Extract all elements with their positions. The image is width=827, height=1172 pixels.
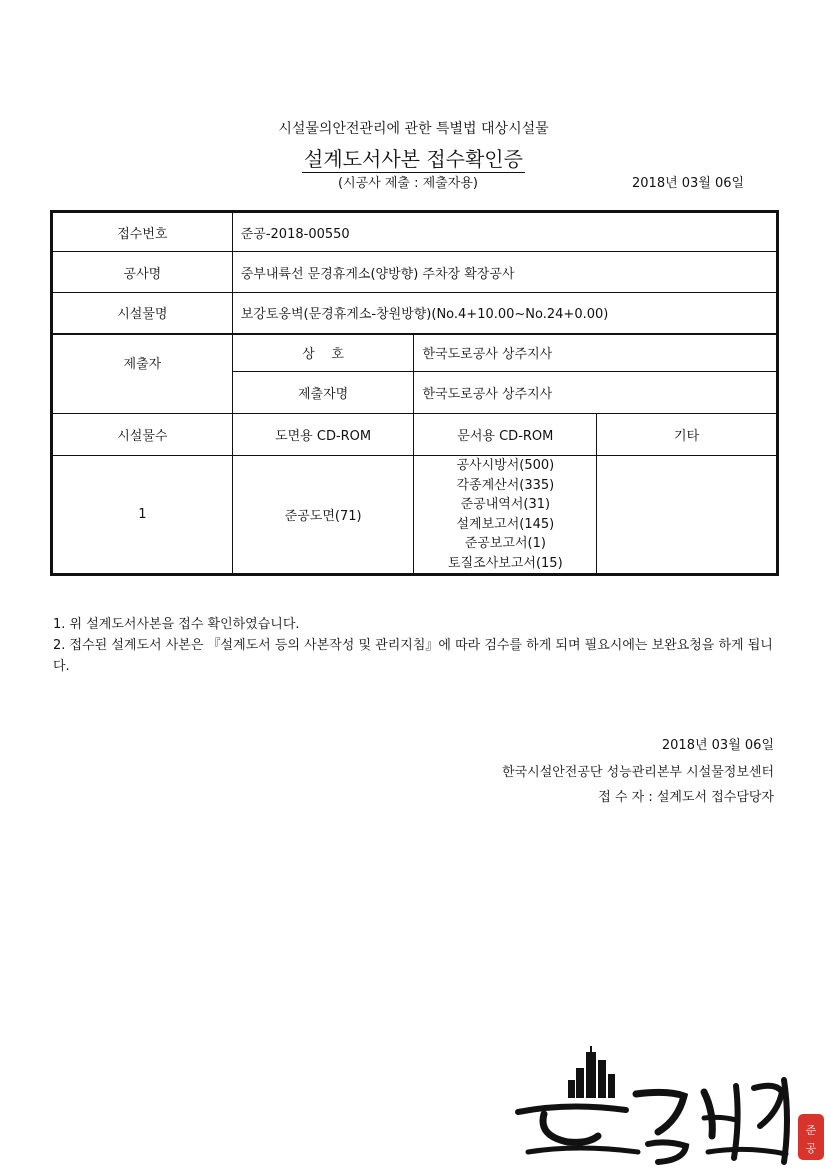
footer-date: 2018년 03월 06일 <box>661 738 774 753</box>
table-row <box>52 334 778 372</box>
logo-seal-icon <box>798 1114 824 1160</box>
project-value: 중부내륙선 문경휴게소(양방향) 주차장 확장공사 <box>232 252 777 293</box>
list-item: 공사시방서(500) <box>456 458 555 473</box>
footer-organization: 한국시설안전공단 성능관리본부 시설물정보센터 <box>502 765 774 780</box>
document-title-text: 설계도서사본 접수확인증 <box>304 147 523 171</box>
project-label: 공사명 <box>52 252 233 293</box>
document-subtitle: (시공사 제출 : 제출자용) <box>338 176 478 191</box>
list-item: 준공내역서(31) <box>460 497 551 512</box>
facility-label: 시설물명 <box>52 293 233 334</box>
table-row <box>52 252 778 293</box>
list-item: 설계보고서(145) <box>456 516 555 532</box>
logo-seal-top: 준 <box>805 1124 817 1137</box>
documents-list <box>414 456 597 575</box>
list-item: 각종계산서(335) <box>456 477 555 493</box>
receipt-no-value: 준공-2018-00550 <box>232 212 777 252</box>
list-item: 준공보고서(1) <box>464 536 546 551</box>
submitter-label: 제출자 <box>52 334 233 414</box>
doc-cd-header: 문서용 CD-ROM <box>414 414 597 456</box>
building-skyline-icon <box>568 1046 615 1098</box>
document-date: 2018년 03월 06일 <box>632 176 745 191</box>
table-row <box>52 414 778 456</box>
company-label: 상 호 <box>232 334 414 372</box>
submitter-name-label: 제출자명 <box>232 372 414 414</box>
logo-graphic <box>508 1040 827 1168</box>
junggong-logo <box>508 1040 827 1168</box>
count-header: 시설물수 <box>52 414 233 456</box>
document-pretitle: 시설물의안전관리에 관한 특별법 대상시설물 <box>278 121 549 137</box>
note-line-2: 2. 접수된 설계도서 사본은 『설계도서 등의 사본작성 및 관리지침』에 따라 검수를 하게 되며 필요시에는 보완요청을 하게 됩니다. <box>53 638 773 674</box>
table-row <box>52 212 778 252</box>
facility-count: 1 <box>52 456 233 575</box>
facility-value: 보강토옹벽(문경휴게소-창원방향)(No.4+10.00~No.24+0.00) <box>232 293 777 334</box>
logo-seal-bottom: 공 <box>805 1142 817 1155</box>
drawings-value: 준공도면(71) <box>232 456 414 575</box>
receipt-form-table <box>50 210 779 576</box>
table-row <box>52 293 778 334</box>
footer-receiver: 접 수 자 : 설계도서 접수담당자 <box>598 790 774 805</box>
document-title <box>0 143 827 172</box>
receipt-no-label: 접수번호 <box>52 212 233 252</box>
table-row <box>52 456 778 575</box>
logo-brush-strokes <box>518 1080 787 1162</box>
note-line-1: 1. 위 설계도서사본을 접수 확인하였습니다. <box>53 617 300 632</box>
etc-header: 기타 <box>597 414 778 456</box>
notes <box>53 614 783 677</box>
etc-value <box>597 456 778 575</box>
drawing-cd-header: 도면용 CD-ROM <box>232 414 414 456</box>
list-item: 토질조사보고서(15) <box>448 555 563 571</box>
company-value: 한국도로공사 상주지사 <box>414 334 778 372</box>
submitter-name-value: 한국도로공사 상주지사 <box>414 372 778 414</box>
